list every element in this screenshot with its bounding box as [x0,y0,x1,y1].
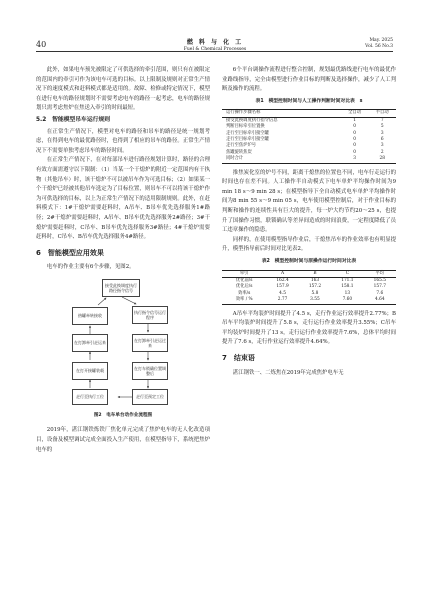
paragraph: 在正常生产情况下，在对每部吊车进行路径规划计算时，路径的合理有效方面需遵守以下限制：（1）当某一个干熄炉的附近一定范围内有干执物（其他吊车）时，该干熄炉不可以被吊车作为可选目标；（2）如果某一个干熄炉已经被其他吊车选定为了目标位置，则吊车不可以将该干熄炉作为可供选择的目标，以上为正常生产情况下的适用限制规则。此外，在赶料模式下：1#干熄炉需要赶料时，A吊车、B吊车优先选择服务1#路径；2#干熄炉需要赶料时，A吊车、B吊车优先选择服务2#路径；3#干熄炉需要赶料时，C吊车、B吊车优先选择服务3#路径；4#干熄炉需要赶料时，C吊车、B吊车优先选择服务4#路径。 [36,157,210,241]
table-cell: 效率/s [238,290,251,296]
table-cell: 163 [310,277,320,283]
table-header-cell: 平均 [364,270,396,277]
table-cell: 判断目标牵引位置换 [226,124,265,130]
table-cell: 走行至焦炉炉号 [226,143,257,149]
table-cell: 优化后/s [235,284,253,290]
table-cell: 3.55 [299,297,331,304]
table-cell: 3 [380,143,384,149]
table-cell: 162.4 [276,277,289,283]
issue-volume: Vol. 56 No.3 [365,44,393,49]
table-cell: 优化前/s [235,277,253,283]
flow-node-4: 热罐牵转接收 [72,307,108,325]
paragraph: 同样的，在使用模型指导作业后，干熄焦吊车的作业效率也有明显提升，模型指导前后时间对比见表2。 [222,236,396,253]
paragraph: 电车的作业主要有6个步骤，见图2。 [46,264,135,271]
table-cell: 3 [341,156,369,163]
table-cell: 4.64 [364,297,396,304]
table-cell: 6 [380,137,384,142]
flow-node-7: 走行至执行工位 [72,389,108,405]
table-1-caption: 表1 模型控制时间与人工操作判断时间对比表 s [255,98,363,104]
paragraph: 6个平台调操作流程进行整合控制，规划最优路线进行电车的最优作业路线指导，完全由模型进行作业目标的判断及选择操作，减少了人工判断及操作的流程。 [222,67,396,93]
flow-node-5: 在打车锁确位置调整后 [132,362,168,380]
table-cell: 157.9 [276,284,289,290]
table-row [222,297,396,304]
flow-node-3: 在打卸牵引走运过来 [132,334,168,352]
flow-node-1: 接受此换调度执行路径指令信号 [102,279,140,297]
table-cell: 13 [344,290,351,296]
paragraph: 湛江钢铁一、二炼焦在2019年完成焦炉电车无 [232,369,344,376]
table-cell: 0 [353,149,356,155]
table-header-row [222,110,396,117]
issue-info [365,38,393,50]
table-cell: 0 [353,130,356,136]
paragraph: 2019年，湛江钢铁炼铁厂焦化单元完成了焦炉电车的无人化改造项目，设备及模型调试完成全面投入生产使用，在模型指导下，系统把焦炉电车的 [36,427,210,453]
journal-title [150,37,280,52]
table-cell: 2.77 [266,297,298,304]
left-column [36,66,210,455]
journal-title-en: Fuel & Chemical Processes [183,47,247,52]
table-cell: 0 [353,124,356,130]
flowchart-figure [36,277,210,409]
section-heading-5-2: 5.2 智能模型吊车运行规则 [36,116,111,123]
table-cell: 165.5 [373,277,386,283]
table-cell: 157.2 [308,284,322,290]
table-cell: 4.5 [279,290,286,296]
table-cell: 接受此换调度执行指令信息 [226,117,278,123]
table-cell: 5.8 [311,290,319,296]
table-cell: 7.60 [331,297,363,304]
table-header-cell: C [331,270,363,277]
table-cell: 同时合计 [222,156,341,163]
table-1-body [222,117,396,163]
table-cell: 1 [353,117,356,123]
table-header-cell: A [266,270,298,277]
table-cell: 走行至目标牵引接空罐 [226,130,269,136]
table-header-cell: B [299,270,331,277]
table-cell: 0 [353,137,356,142]
table-cell: 28 [368,156,396,163]
table-header-cell: 全自动 [341,110,369,117]
table-cell: 5 [380,124,384,130]
flow-node-8: 在打开接罐装载 [72,362,108,380]
table-cell: 0 [353,143,356,149]
table-cell: 158.1 [341,284,354,290]
section-heading-6: 6 智能模型应用效果 [36,248,104,257]
table-cell: 焦罐旋转焦炭 [226,149,252,155]
table-cell: 7 [380,117,384,123]
table-cell: 171.1 [341,277,354,283]
table-header-row [222,270,396,277]
table-header-cell: 牵引 [222,270,266,277]
flow-node-6: 走行至预定工位 [132,389,168,405]
right-column [222,66,396,378]
table-2 [222,270,396,305]
paragraph: 在正常生产情况下，模型对电车的路径和吊车的路径是统一规划考虑，在得到电车的最优路径时，也得到了相应的吊车的路径。正常生产情况下不需要单独考虑吊车的路径时间。 [36,128,210,154]
section-heading-7: 7 结束语 [222,353,255,362]
table-cell: 3 [380,130,384,136]
flow-node-9: 在打卸牵引走运来 [72,334,108,352]
table-header-cell: 半自动 [368,110,396,117]
table-2-body [222,277,396,304]
paragraph: A吊车平均装炉时间提升了4.5 s，走行作业运行效率提升2.77%；B吊车平均装炉时间提升了5.8 s，走行运行作业效率提升3.55%；C吊车平均装炉时间提升了13 s，走行运行作业效率提升7.6%，总体平均时间提升了7.6 s，走行作业运行效率提升4.64%。 [222,310,396,346]
table-header-cell: 运行操作步骤名称 [222,110,341,117]
table-cell: 效率 / % [222,297,266,304]
table-cell: 2 [380,149,384,155]
figure-caption: 图2 电车单台动作业流程图 [93,412,153,418]
table-cell: 7.6 [376,290,384,296]
flow-node-2: 执行指令信号运行程序 [132,306,168,324]
table-2-caption: 表2 模型控制时间与原操作运行时间对比表 [261,258,357,264]
paragraph: 推焦炭化室的炉号不同，距离干熄焦的位置也不同，电车行走运行的时间也存在差不同。人工操作半自动模式下电车单炉平均操作时间为9 min 18 s～9 min 28 s；在模型指导下全自动模式电车单炉平均操作时间为8 min 55 s～9 min 05 s，电车使用模型控制后，对于作业目标的判断和操作的连续性具有巨大的提升，每一炉大约节约20～25 s，也提升了国操作习惯，联锁确认等差异间造成的时间浪费，一定程度降低了员工违章操作的隐患。 [222,169,396,234]
paragraph: 此外，如果电车预先被限定了可供选择的牵引范围，则只有在被限定的范围内的牵引可作为该电车可选的目标。以上限制及规则对正常生产情况下的速度模式和赶料模式都是适用的。故障、检修或特定情况下，模型在进行电车的路径规划时不需要考虑电车的路径一起考虑，电车的路径规划只需考虑焦炉在焦送入牵引的时间最短。 [36,67,210,112]
journal-title-cn: 燃 料 与 化 工 [186,39,244,46]
header-rule [36,51,393,52]
page-number: 40 [36,40,47,49]
table-cell: 157.7 [373,284,386,290]
issue-date: May. 2025 [369,38,393,43]
table-row [222,156,396,163]
table-cell: 走行至目标牵引接空罐 [226,137,269,142]
table-1 [222,109,396,163]
